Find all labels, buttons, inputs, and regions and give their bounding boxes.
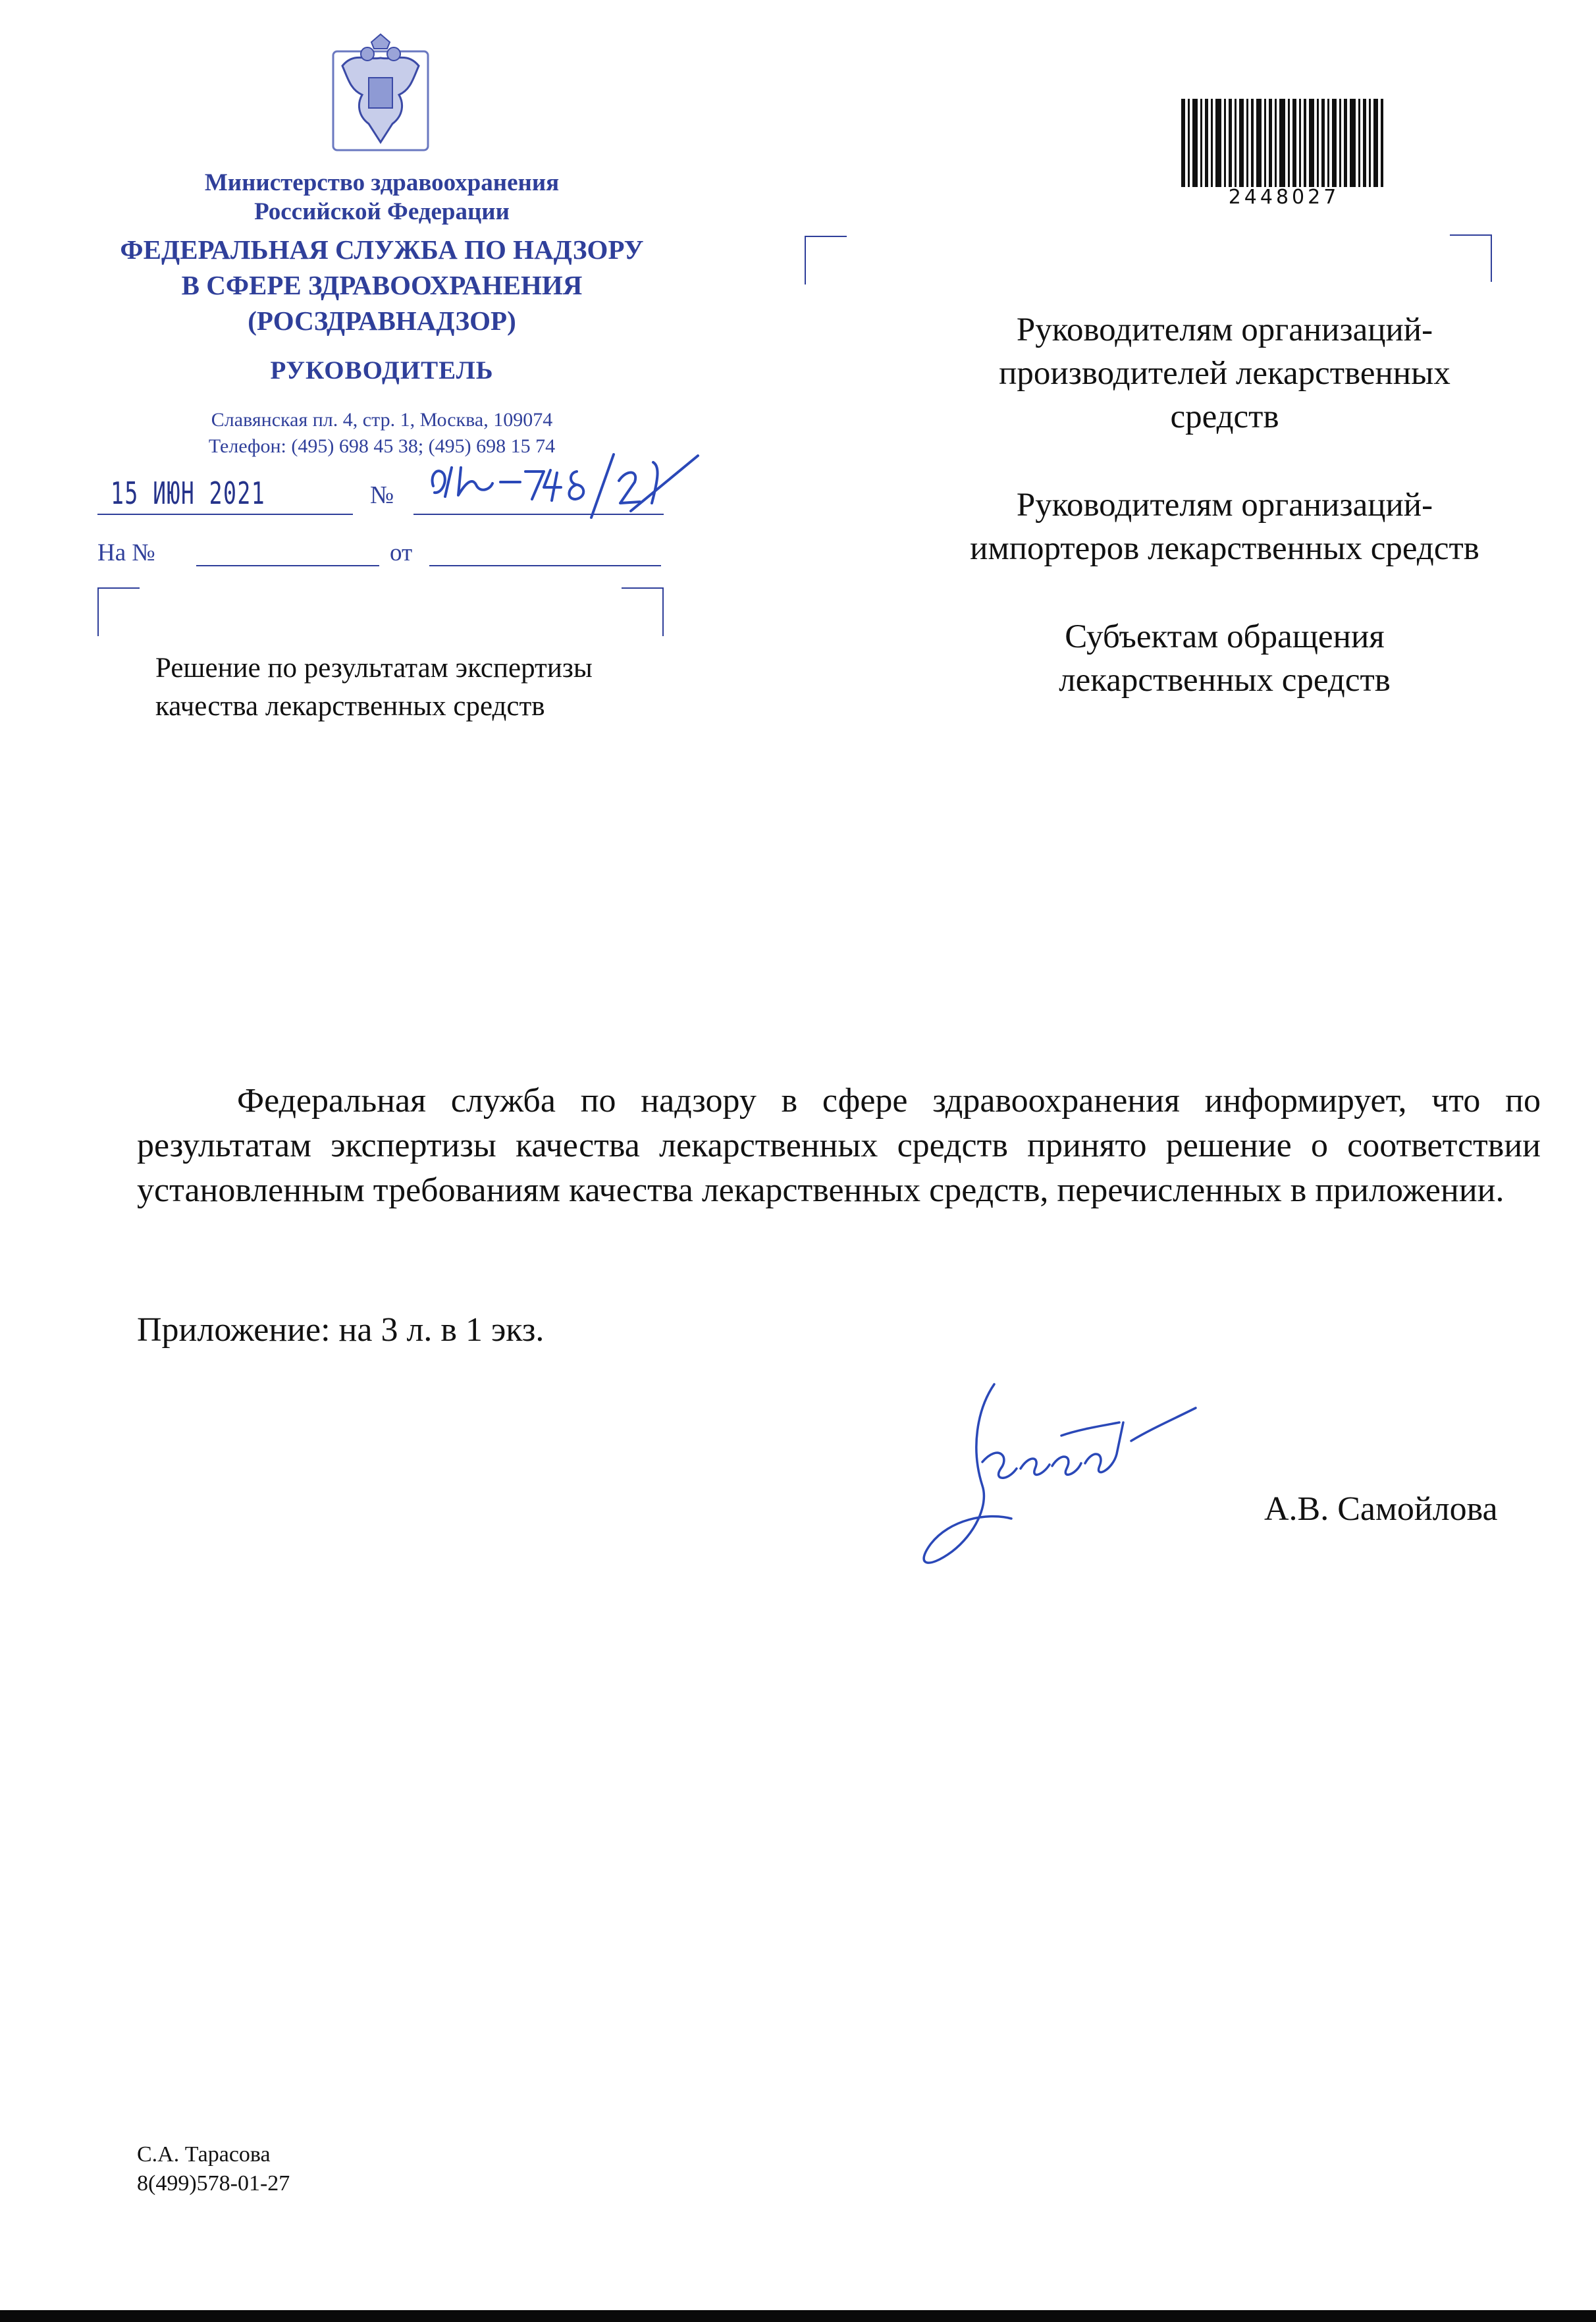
addressee-line: средств xyxy=(1170,398,1279,435)
addressee-line: производителей лекарственных xyxy=(999,355,1450,392)
russian-coat-of-arms-icon xyxy=(328,32,433,157)
addressee-line: лекарственных средств xyxy=(1059,662,1391,699)
addressee-line: Субъектам обращения xyxy=(1065,618,1385,655)
handwritten-reg-number xyxy=(421,440,718,526)
addressee-line: Руководителям организаций- xyxy=(1016,311,1433,348)
address-line: Славянская пл. 4, стр. 1, Москва, 109074 xyxy=(211,409,553,431)
date-stamp: 15 ИЮН 2021 xyxy=(111,475,266,511)
addressee-bracket-left xyxy=(805,236,847,284)
reply-to-line xyxy=(196,565,379,566)
ministry-line-2: Российской Федерации xyxy=(254,198,510,225)
subject-bracket-right xyxy=(622,587,664,636)
subject-line-1: Решение по результатам экспертизы xyxy=(155,653,593,684)
head-title: РУКОВОДИТЕЛЬ xyxy=(270,356,494,385)
addressee-importers xyxy=(882,483,1567,570)
letter-body xyxy=(137,1079,1541,1213)
reply-to-label: На № xyxy=(97,539,155,566)
letter-subject xyxy=(155,649,593,726)
from-label: от xyxy=(390,539,413,566)
body-paragraph: Федеральная служба по надзору в сфере здравоохранения информирует, что по результатам экспертизы качества лекарственных средств принято решение о соответствии установленным требованиям качества лекарственных средств, перечисленных в приложении. xyxy=(137,1082,1541,1209)
addressee-circulation-subjects xyxy=(882,615,1567,702)
addressee-bracket-right xyxy=(1450,234,1492,282)
scan-bottom-edge xyxy=(0,2310,1596,2322)
service-line-2: В СФЕРЕ ЗДРАВООХРАНЕНИЯ xyxy=(181,270,583,300)
coat-of-arms-emblem xyxy=(328,32,433,157)
executor-phone: 8(499)578-01-27 xyxy=(137,2171,290,2196)
executor-info xyxy=(137,2140,290,2198)
executor-name: С.А. Тарасова xyxy=(137,2142,271,2167)
addressee-line: Руководителям организаций- xyxy=(1016,487,1433,524)
from-line xyxy=(429,565,661,566)
ministry-line-1: Министерство здравоохранения xyxy=(204,169,560,196)
addressee-line: импортеров лекарственных средств xyxy=(970,530,1479,567)
addressee-manufacturers xyxy=(882,308,1567,439)
subject-bracket-left xyxy=(97,587,140,636)
ministry-name xyxy=(119,169,645,227)
number-sign: № xyxy=(370,481,394,509)
barcode xyxy=(1181,99,1387,192)
phone-line: Телефон: (495) 698 45 38; (495) 698 15 74 xyxy=(208,435,556,457)
appendix-note: Приложение: на 3 л. в 1 экз. xyxy=(137,1311,545,1349)
date-underline xyxy=(97,514,353,515)
subject-line-2: качества лекарственных средств xyxy=(155,691,545,722)
service-line-1: ФЕДЕРАЛЬНАЯ СЛУЖБА ПО НАДЗОРУ xyxy=(120,234,644,265)
service-name xyxy=(72,232,691,338)
service-line-3: (РОСЗДРАВНАДЗОР) xyxy=(248,306,516,336)
signer-name: А.В. Самойлова xyxy=(1264,1490,1498,1528)
handwritten-signature xyxy=(909,1370,1304,1587)
barcode-number: 2448027 xyxy=(1228,186,1340,209)
addressee-block xyxy=(882,308,1567,747)
